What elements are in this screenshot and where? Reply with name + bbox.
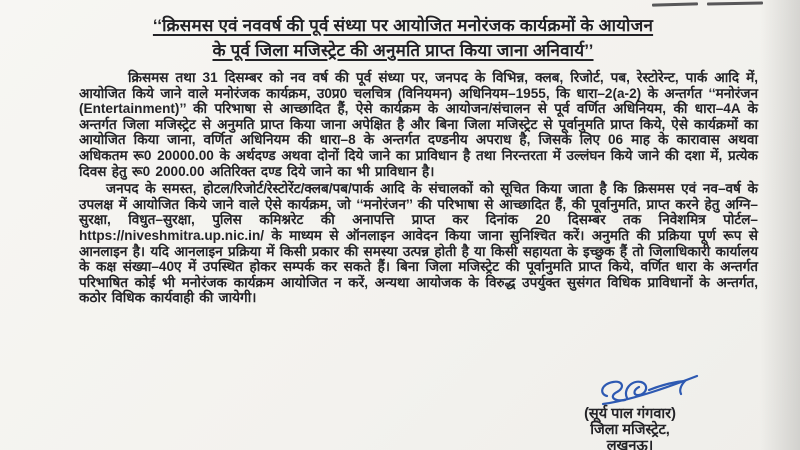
document-title-line-2: के पूर्व जिला मजिस्ट्रेट की अनुमति प्राप्त किया जाना अनिवार्य’’ [212, 41, 594, 60]
body-paragraph-2: जनपद के समस्त, होटल/रिजोर्ट/रेस्टोरेंट/क्लब/पब/पार्क आदि के संचालकों को सूचित किया जाता है कि क्रिसमस एवं नव–वर्ष के उपलक्ष में आयोजित किये जाने वाले ऐसे कार्यक्रम, जो ‘‘मनोरंजन’’ की परिभाषा से आच्छादित हैं, की पूर्वानुमति, प्राप्त करने हेतु अग्नि–सुरक्षा, विधुत–सुरक्षा, पुलिस कमिश्नरेट की अनापत्ति प्राप्त कर दिनांक 20 दिसम्बर तक निवेशमित्र पोर्टल–https://niveshmitra.up.nic.in/ के माध्यम से ऑनलाइन आवेदन किया जाना सुनिश्चित करें। अनुमति की प्रक्रिया पूर्ण रूप से आनलाइन है। यदि आनलाइन प्रक्रिया में किसी प्रकार की समस्या उत्पन्न होती है या किसी सहायता के इच्छुक हैं तो जिलाधिकारी कार्यालय के कक्ष संख्या–40ए में उपस्थित होकर सम्पर्क कर सकते हैं। बिना जिला मजिस्ट्रेट की पूर्वानुमति प्राप्त किये, वर्णित धारा के अन्तर्गत परिभाषित कोई भी मनोरंजक कार्यक्रम आयोजित न करें, अन्यथा आयोजक के विरुद्ध उपर्युक्त सुसंगत विधिक प्राविधानों के अन्तर्गत, कठोर विधिक कार्यवाही की जायेगी। [79, 181, 758, 306]
signature-block [515, 372, 745, 450]
signatory-place: लखनऊ। [606, 438, 654, 450]
document-title-line-1: ‘‘क्रिसमस एवं नववर्ष की पूर्व संध्या पर आयोजित मनोरंजक कार्यक्रमों के आयोजन [152, 16, 654, 35]
signatory-name: (सूर्य पाल गंगवार) [584, 406, 676, 422]
scan-artifact-mark [707, 2, 763, 6]
document-title [46, 13, 760, 63]
body-paragraph-1: क्रिसमस तथा 31 दिसम्बर को नव वर्ष की पूर्व संध्या पर, जनपद के विभिन्न, क्लब, रिजोर्ट, पब, रेस्टोरेन्ट, पार्क आदि में, आयोजित किये जाने वाले मनोरंजक कार्यक्रम, उ0प्र0 चलचित्र (विनियमन) अधिनियम–1955, कि धारा–2(a-2) के अन्तर्गत ‘‘मनोरंजन (Entertainment)’’ की परिभाषा से आच्छादित हैं, ऐसे कार्यक्रम के आयोजन/संचालन से पूर्व वर्णित अधिनियम, की धारा–4A के अन्तर्गत जिला मजिस्ट्रेट से अनुमति प्राप्त किया जाना अपेक्षित है और बिना जिला मजिस्ट्रेट से पूर्वानुमति प्राप्त किये, ऐसे कार्यक्रमों का आयोजित किया जाना, वर्णित अधिनियम की धारा–8 के अन्तर्गत दण्डनीय अपराध है, जिसके लिए 06 माह के कारावास अथवा अधिकतम रू0 20000.00 के अर्थदण्ड अथवा दोनों दिये जाने का प्राविधान है तथा निरन्तरता में उल्लंघन किये जाने की दशा में, प्रत्येक दिवस हेतु रू0 2000.00 अतिरिक्त दण्ड दिये जाने का भी प्राविधान है। [79, 70, 758, 179]
document-body [79, 70, 758, 306]
signatory-designation: जिला मजिस्ट्रेट, [590, 422, 670, 438]
scan-artifact-mark [652, 2, 698, 6]
